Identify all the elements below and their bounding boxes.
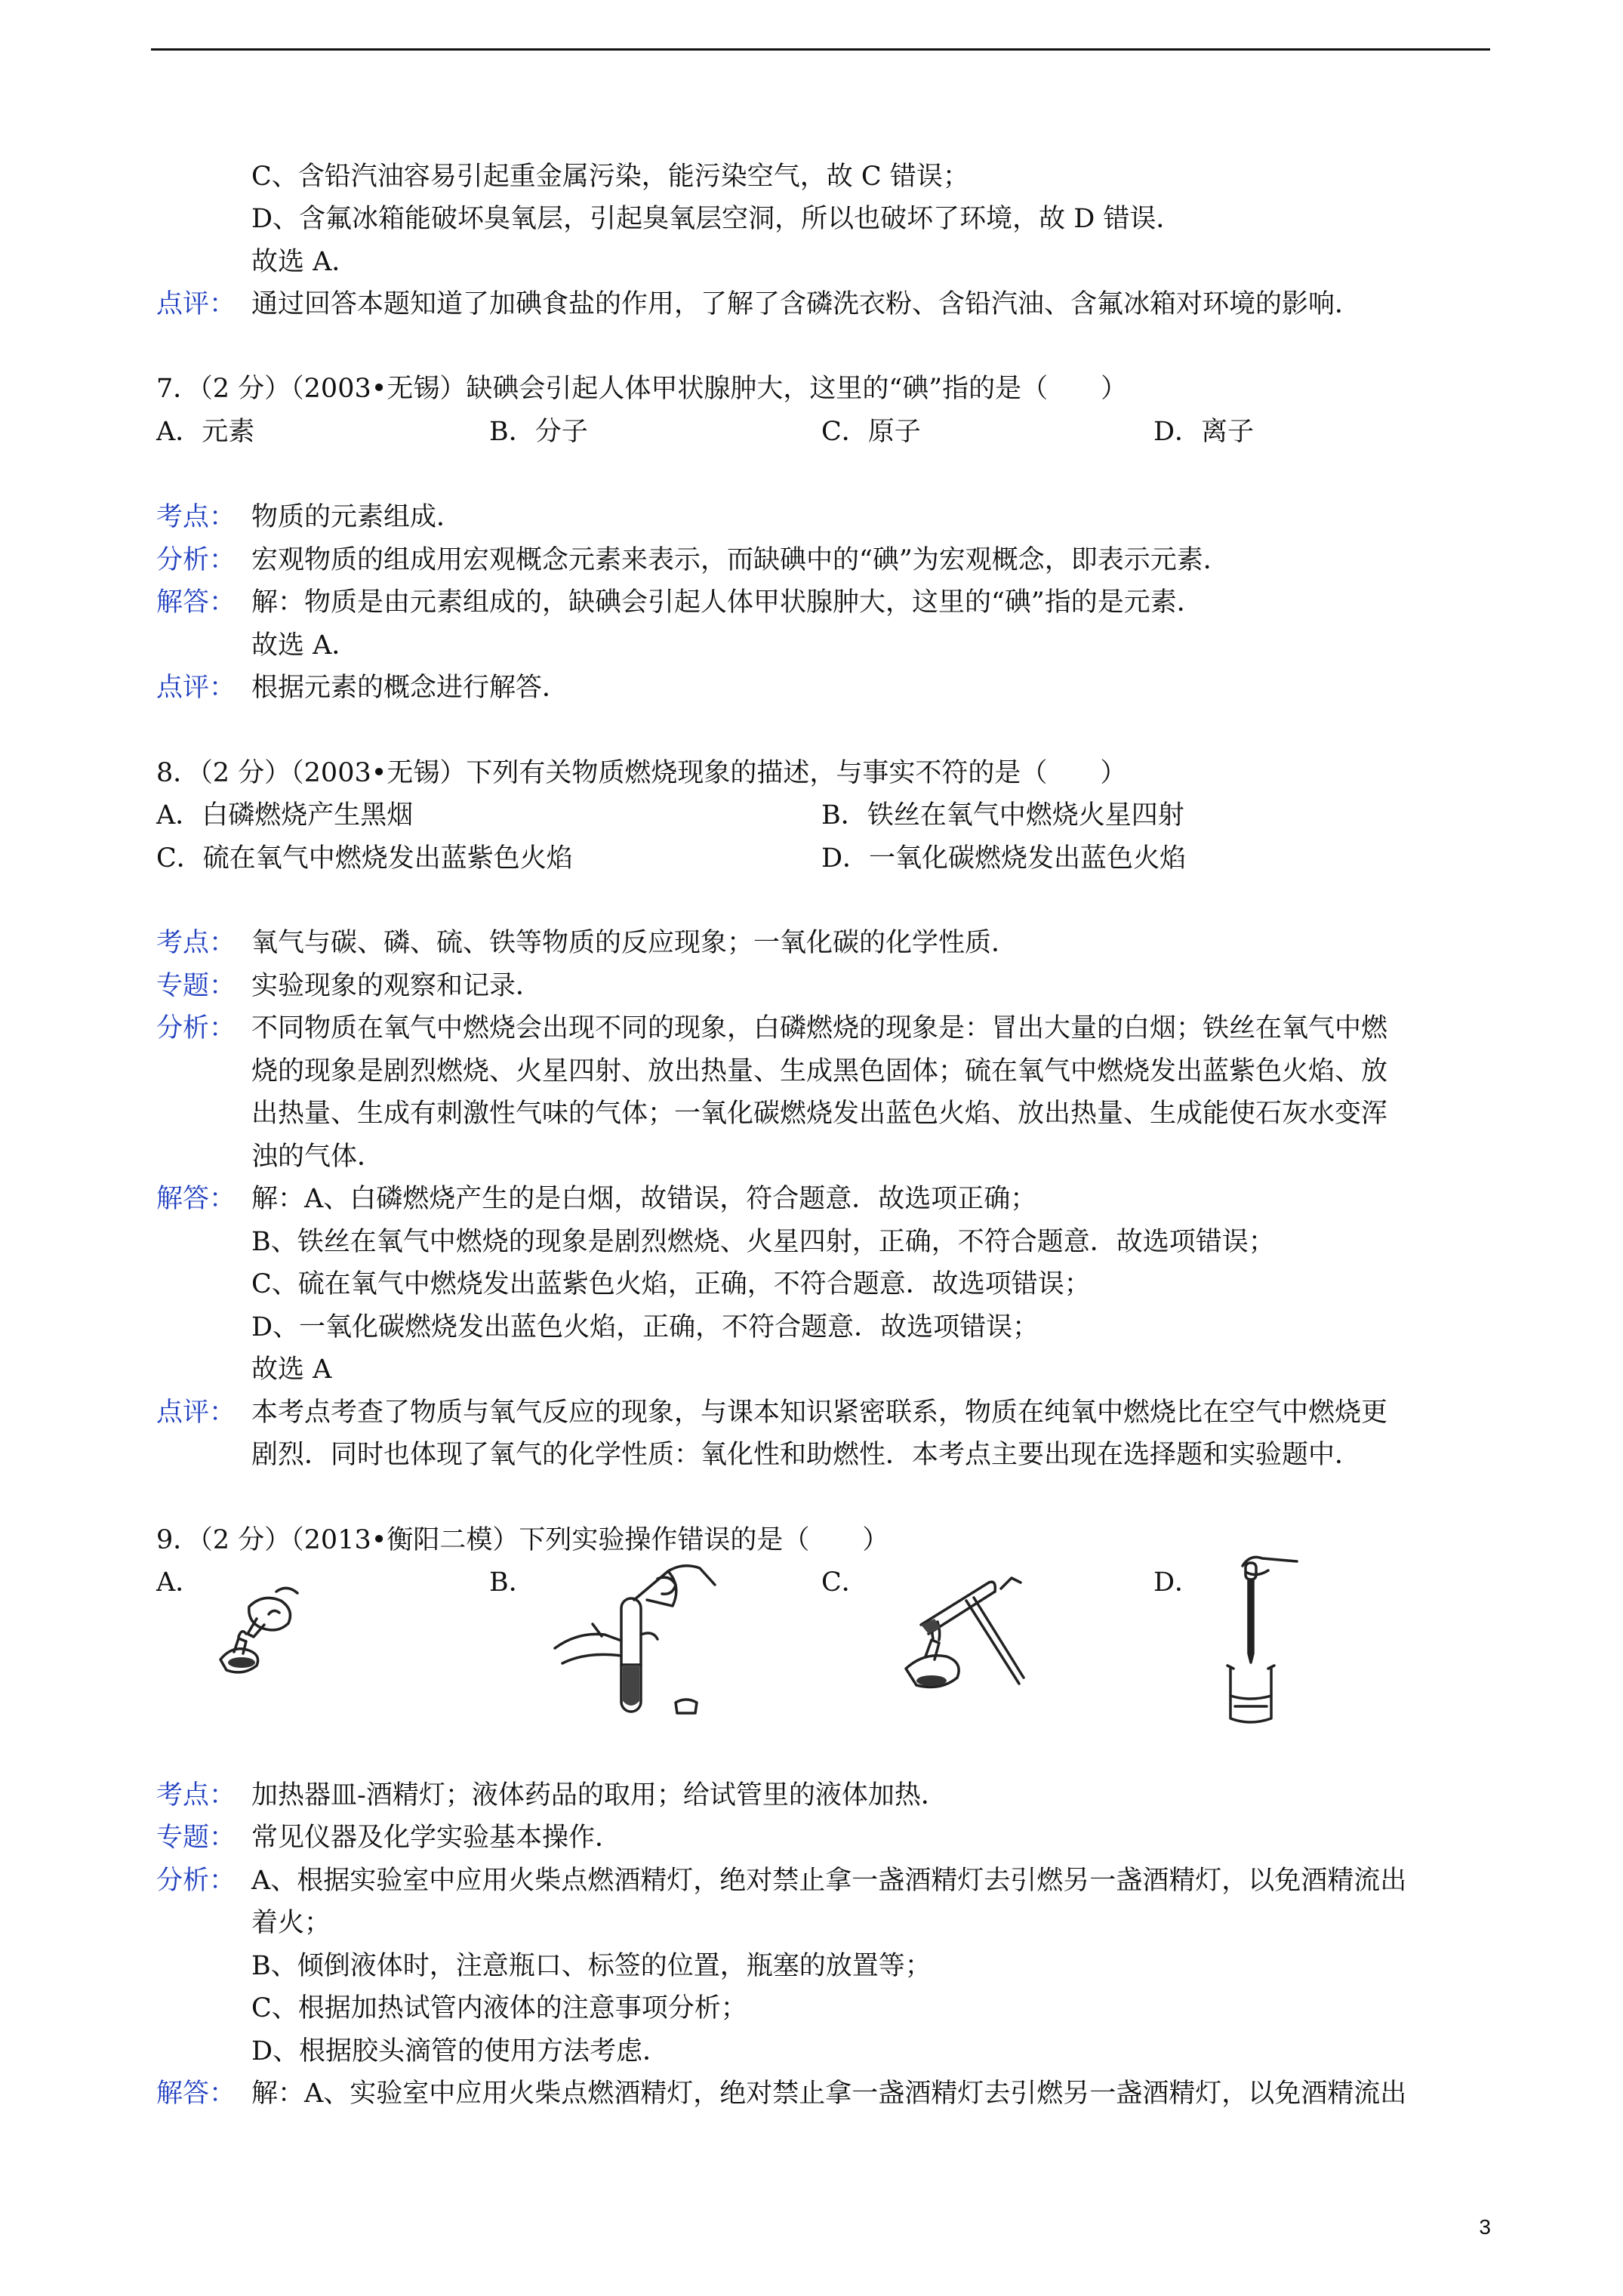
q9-option-a-letter: A． <box>156 1567 202 1598</box>
q8-option-d: D．一氧化碳燃烧发出蓝色火焰 <box>821 843 1187 874</box>
q9-zhuanti: 常见仪器及化学实验基本操作． <box>251 1823 622 1853</box>
q7-dianping: 根据元素的概念进行解答． <box>251 673 569 703</box>
q8-zhuanti-label: 专题： <box>156 971 236 1001</box>
q7-kaodian-label: 考点： <box>156 502 236 532</box>
q9-jieda: 解：A、实验室中应用火柴点燃酒精灯，绝对禁止拿一盏酒精灯去引燃另一盏酒精灯，以免酒精流出 <box>251 2079 1407 2109</box>
q6-choice: 故选 A． <box>251 247 359 277</box>
q9-jieda-label: 解答： <box>156 2079 236 2109</box>
heating-test-tube-icon <box>868 1555 1049 1706</box>
q8-dianping-line: 本考点考查了物质与氧气反应的现象，与课本知识紧密联系，物质在纯氧中燃烧比在空气中燃烧更 <box>251 1398 1388 1428</box>
q7-jieda-label: 解答： <box>156 587 236 618</box>
q7-fenxi-label: 分析： <box>156 545 236 575</box>
q8-kaodian-label: 考点： <box>156 928 236 958</box>
q6-answer-c: C、含铅汽油容易引起重金属污染，能污染空气，故 C 错误； <box>251 162 969 192</box>
q7-option-c: C．原子 <box>821 417 921 447</box>
header-rule <box>151 48 1490 51</box>
q9-fenxi-line: 着火； <box>251 1908 331 1938</box>
q9-fenxi-label: 分析： <box>156 1866 236 1896</box>
q7-option-b: B．分子 <box>489 417 588 447</box>
q7-kaodian: 物质的元素组成． <box>251 502 463 532</box>
q9-option-b-letter: B． <box>489 1567 535 1598</box>
q8-fenxi-line: 浊的气体． <box>251 1142 384 1172</box>
q6-answer-d: D、含氟冰箱能破坏臭氧层，引起臭氧层空洞，所以也破坏了环境，故 D 错误． <box>251 204 1183 234</box>
q8-option-b: B．铁丝在氧气中燃烧火星四射 <box>821 800 1184 831</box>
q7-fenxi: 宏观物质的组成用宏观概念元素来表示，而缺碘中的“碘”为宏观概念，即表示元素． <box>251 545 1230 575</box>
q8-zhuanti: 实验现象的观察和记录． <box>251 971 543 1001</box>
q8-fenxi-line: 出热量、生成有刺激性气味的气体；一氧化碳燃烧发出蓝色火焰、放出热量、生成能使石灰水变浑 <box>251 1099 1388 1129</box>
q9-fenxi-line: D、根据胶头滴管的使用方法考虑． <box>251 2036 670 2066</box>
q9-fenxi-line: A、根据实验室中应用火柴点燃酒精灯，绝对禁止拿一盏酒精灯去引燃另一盏酒精灯，以免酒精流出 <box>251 1866 1407 1896</box>
pouring-liquid-icon <box>540 1552 721 1733</box>
q8-jieda-line: D、一氧化碳燃烧发出蓝色火焰，正确，不符合题意．故选项错误； <box>251 1312 1039 1342</box>
q9-kaodian-label: 考点： <box>156 1780 236 1811</box>
alcohol-lamp-lighting-icon <box>204 1570 317 1684</box>
q9-kaodian: 加热器皿-酒精灯；液体药品的取用；给试管里的液体加热． <box>251 1780 947 1811</box>
q7-jieda: 解：物质是由元素组成的，缺碘会引起人体甲状腺肿大，这里的“碘”指的是元素． <box>251 587 1203 618</box>
q8-dianping-line: 剧烈．同时也体现了氧气的化学性质：氧化性和助燃性．本考点主要出现在选择题和实验题中． <box>251 1440 1362 1470</box>
q8-jieda-line: 故选 A <box>251 1354 332 1385</box>
q8-option-c: C．硫在氧气中燃烧发出蓝紫色火焰 <box>156 843 573 874</box>
q7-option-d: D．离子 <box>1153 417 1255 447</box>
q7-stem: 7．（2 分）（2003•无锡）缺碘会引起人体甲状腺肿大，这里的“碘”指的是（ ） <box>156 374 1128 404</box>
q8-fenxi-line: 不同物质在氧气中燃烧会出现不同的现象，白磷燃烧的现象是：冒出大量的白烟；铁丝在氧气中燃 <box>251 1013 1388 1043</box>
q9-fenxi-line: C、根据加热试管内液体的注意事项分析； <box>251 1993 747 2023</box>
q8-option-a: A．白磷燃烧产生黑烟 <box>156 800 414 831</box>
q8-kaodian: 氧气与碳、磷、硫、铁等物质的反应现象；一氧化碳的化学性质． <box>251 928 1018 958</box>
q9-zhuanti-label: 专题： <box>156 1823 236 1853</box>
q8-jieda-line: B、铁丝在氧气中燃烧的现象是剧烈燃烧、火星四射，正确，不符合题意．故选项错误； <box>251 1227 1275 1257</box>
q6-comment: 通过回答本题知道了加碘食盐的作用，了解了含磷洗衣粉、含铅汽油、含氟冰箱对环境的影响． <box>251 289 1362 319</box>
q9-fenxi-line: B、倾倒液体时，注意瓶口、标签的位置，瓶塞的放置等； <box>251 1951 932 1981</box>
dropper-icon <box>1208 1548 1306 1737</box>
q8-fenxi-line: 烧的现象是剧烈燃烧、火星四射、放出热量、生成黑色固体；硫在氧气中燃烧发出蓝紫色火焰、放 <box>251 1056 1388 1086</box>
q7-dianping-label: 点评： <box>156 673 236 703</box>
q6-comment-label: 点评： <box>156 289 236 319</box>
q8-jieda-label: 解答： <box>156 1184 236 1214</box>
q7-choice: 故选 A． <box>251 630 359 661</box>
q8-fenxi-label: 分析： <box>156 1013 236 1043</box>
q8-jieda-line: C、硫在氧气中燃烧发出蓝紫色火焰，正确，不符合题意．故选项错误； <box>251 1269 1091 1299</box>
page-number: 3 <box>1479 2215 1491 2239</box>
q7-option-a: A．元素 <box>156 417 255 447</box>
q9-option-c-letter: C． <box>821 1567 868 1598</box>
q9-option-d-letter: D． <box>1153 1567 1202 1598</box>
q8-dianping-label: 点评： <box>156 1398 236 1428</box>
q8-jieda-line: 解：A、白磷燃烧产生的是白烟，故错误，符合题意．故选项正确； <box>251 1184 1037 1214</box>
q9-stem: 9．（2 分）（2013•衡阳二模）下列实验操作错误的是（ ） <box>156 1525 889 1555</box>
q8-stem: 8．（2 分）（2003•无锡）下列有关物质燃烧现象的描述，与事实不符的是（ ） <box>156 758 1127 788</box>
